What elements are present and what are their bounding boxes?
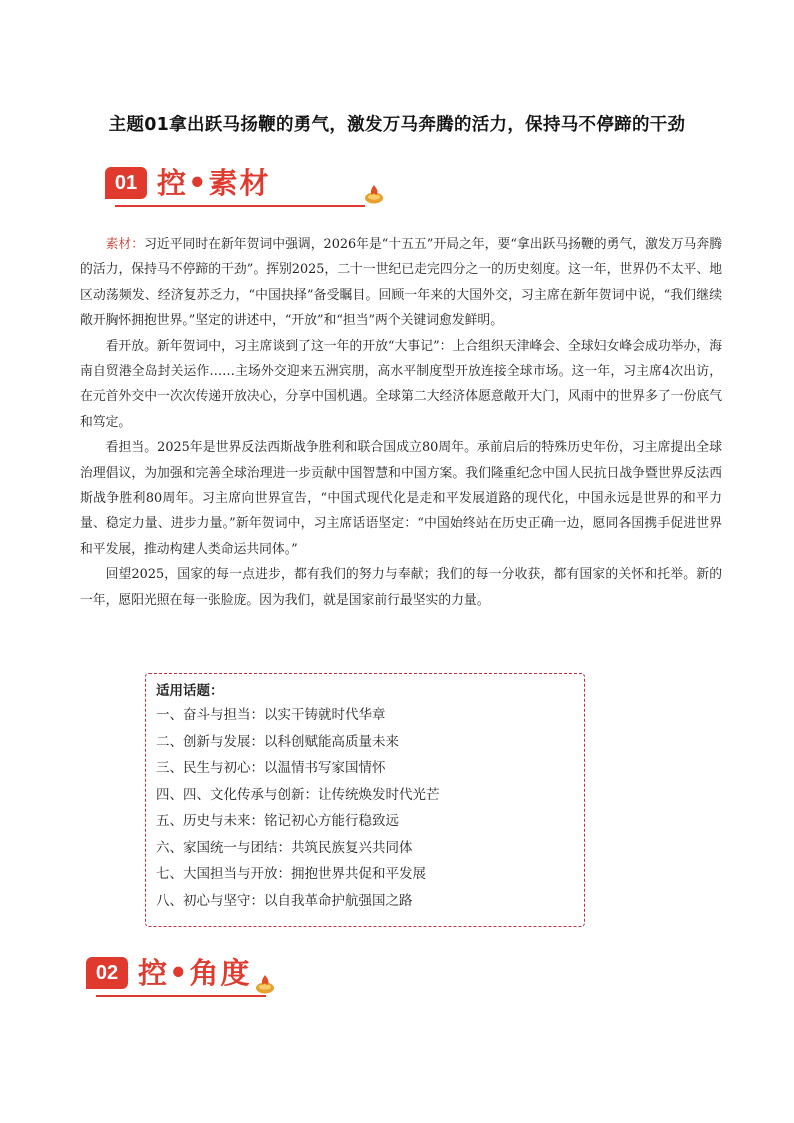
topic-item: 六、家国统一与团结：共筑民族复兴共同体 [156, 839, 413, 855]
section-header-angles [86, 951, 376, 1003]
topic-item: 四、四、文化传承与创新：让传统焕发时代光芒 [156, 786, 440, 802]
topic-item: 二、创新与发展：以科创赋能高质量未来 [156, 733, 399, 749]
section-underline [115, 205, 365, 207]
section-title: 控•角度 [138, 956, 252, 990]
topics-title: 适用话题： [156, 683, 224, 698]
topic-item: 五、历史与未来：铭记初心方能行稳致远 [156, 813, 399, 828]
section-underline [96, 995, 266, 997]
page-title: 主题01拿出跃马扬鞭的勇气，激发万马奔腾的活力，保持马不停蹄的干劲 [108, 115, 686, 135]
section-title: 控•素材 [157, 166, 271, 200]
topic-item: 一、奋斗与担当：以实干铸就时代华章 [156, 707, 386, 722]
section-header-materials [105, 161, 395, 213]
material-lead: 素材： [105, 237, 145, 252]
paragraph: 看开放。新年贺词中，习主席谈到了这一年的开放“大事记”：上合组织天津峰会、全球妇女峰会成功举办，海南自贸港全岛封关运作……主场外交迎来五洲宾朋，高水平制度型开放连接全球市场。这一年，习主席4次出访，在元首外交中一次次传递开放决心，分享中国机遇。全球第二大经济体愿意敞开大门，风雨中的世界多了一份底气和笃定。 [80, 338, 722, 430]
paragraph: 素材：习近平同时在新年贺词中强调，2026年是“十五五”开局之年，要“拿出跃马扬鞭的勇气，激发万马奔腾的活力，保持马不停蹄的干劲”。挥别2025，二十一世纪已走完四分之一的历史刻度。这一年，世界仍不太平、地区动荡频发、经济复苏乏力，“中国抉择”备受瞩目。回顾一年来的大国外交，习主席在新年贺词中说，“我们继续敞开胸怀拥抱世界。”坚定的讲述中，“开放”和“担当”两个关键词愈发鲜明。 [80, 237, 722, 329]
applicable-topics-box [145, 673, 585, 927]
flame-icon [254, 973, 276, 995]
section-number-badge: 02 [86, 957, 128, 989]
topic-item: 七、大国担当与开放：拥抱世界共促和平发展 [156, 866, 426, 881]
section-number-badge: 01 [105, 167, 147, 199]
paragraph: 回望2025，国家的每一点进步，都有我们的努力与奉献；我们的每一分收获，都有国家的关怀和托举。新的一年，愿阳光照在每一张脸庞。因为我们，就是国家前行最坚实的力量。 [80, 567, 722, 608]
paragraph: 看担当。2025年是世界反法西斯战争胜利和联合国成立80周年。承前启后的特殊历史年份，习主席提出全球治理倡议，为加强和完善全球治理进一步贡献中国智慧和中国方案。我们隆重纪念中国人民抗日战争暨世界反法西斯战争胜利80周年。习主席向世界宣告，“中国式现代化是走和平发展道路的现代化，中国永远是世界的和平力量、稳定力量、进步力量。”新年贺词中，习主席话语坚定：“中国始终站在历史正确一边，愿同各国携手促进世界和平发展，推动构建人类命运共同体。” [80, 440, 722, 557]
flame-icon [363, 183, 385, 205]
material-text [80, 232, 722, 613]
topic-item: 三、民生与初心：以温情书写家国情怀 [156, 760, 386, 775]
topic-item: 八、初心与坚守：以自我革命护航强国之路 [156, 892, 413, 908]
